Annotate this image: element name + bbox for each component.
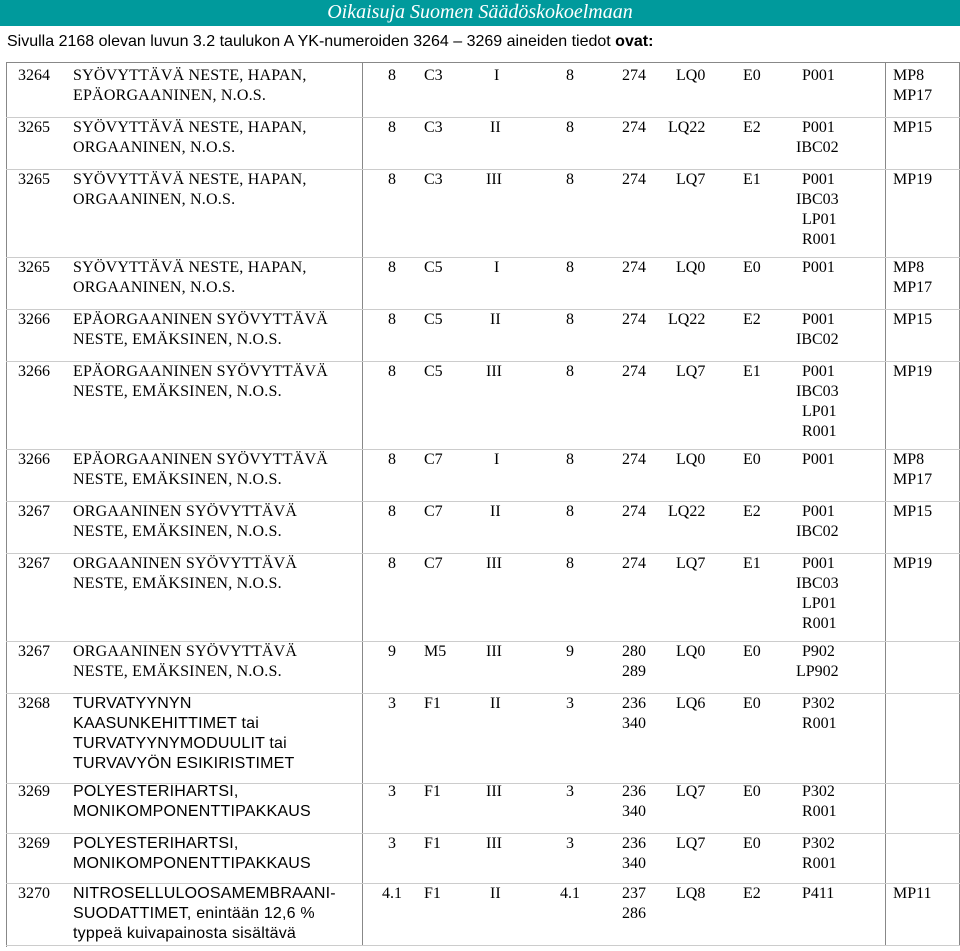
packing-instruction: IBC02 (796, 523, 839, 540)
substance-name-line: ORGAANINEN, N.O.S. (73, 191, 236, 208)
packing-group: III (486, 783, 502, 800)
un-number: 3270 (18, 885, 50, 902)
mixed-packing-provision: MP8 (893, 259, 925, 276)
packing-instruction: P001 (802, 363, 835, 380)
substance-name-line: NITROSELLULOOSAMEMBRAANI- (73, 885, 336, 902)
packing-instruction: IBC03 (796, 191, 839, 208)
table-row (6, 502, 960, 554)
un-number: 3266 (18, 311, 50, 328)
label-cell: 8 (566, 555, 574, 572)
table-row (6, 258, 960, 310)
substance-name-line: SYÖVYTTÄVÄ NESTE, HAPAN, (73, 259, 307, 276)
mixed-packing-provision: MP15 (893, 119, 933, 136)
substance-name-line: ORGAANINEN, N.O.S. (73, 279, 236, 296)
packing-group: III (486, 835, 502, 852)
limited-quantity: LQ0 (676, 451, 706, 468)
classification-code: C3 (424, 171, 443, 188)
special-provision: 274 (622, 555, 646, 572)
label-cell: 8 (566, 67, 574, 84)
excepted-quantity: E1 (743, 171, 761, 188)
substance-name-line: ORGAANINEN SYÖVYTTÄVÄ (73, 503, 298, 520)
packing-group: III (486, 171, 502, 188)
excepted-quantity: E2 (743, 119, 761, 136)
substance-name-line: TURVAVYÖN ESIKIRISTIMET (73, 755, 295, 772)
packing-instruction: P001 (802, 311, 835, 328)
limited-quantity: LQ22 (668, 119, 706, 136)
table-row (6, 834, 960, 884)
un-number: 3269 (18, 783, 50, 800)
special-provision: 236 (622, 835, 646, 852)
packing-instruction: R001 (802, 423, 837, 440)
substance-name-line: POLYESTERIHARTSI, (73, 835, 239, 852)
classification-code: F1 (424, 835, 441, 852)
class-cell: 8 (388, 67, 396, 84)
limited-quantity: LQ7 (676, 555, 706, 572)
limited-quantity: LQ8 (676, 885, 706, 902)
un-number: 3268 (18, 695, 50, 712)
excepted-quantity: E0 (743, 259, 761, 276)
limited-quantity: LQ7 (676, 363, 706, 380)
banner-title: Oikaisuja Suomen Säädöskokoelmaan (327, 1, 633, 23)
substance-name-line: NESTE, EMÄKSINEN, N.O.S. (73, 383, 282, 400)
packing-instruction: P411 (802, 885, 835, 902)
substance-name-line: POLYESTERIHARTSI, (73, 783, 239, 800)
excepted-quantity: E0 (743, 695, 761, 712)
mixed-packing-provision: MP19 (893, 555, 933, 572)
packing-group: I (494, 259, 500, 276)
limited-quantity: LQ7 (676, 171, 706, 188)
substance-name-line: SYÖVYTTÄVÄ NESTE, HAPAN, (73, 171, 307, 188)
classification-code: C5 (424, 311, 443, 328)
special-provision: 274 (622, 363, 646, 380)
excepted-quantity: E2 (743, 503, 761, 520)
substance-name-line: ORGAANINEN, N.O.S. (73, 139, 236, 156)
special-provision: 237 (622, 885, 646, 902)
un-number: 3269 (18, 835, 50, 852)
classification-code: F1 (424, 695, 441, 712)
table-row (6, 642, 960, 694)
classification-code: F1 (424, 783, 441, 800)
label-cell: 3 (566, 783, 574, 800)
packing-group: III (486, 643, 502, 660)
label-cell: 9 (566, 643, 574, 660)
excepted-quantity: E0 (743, 783, 761, 800)
table-row (6, 362, 960, 450)
packing-instruction: P902 (802, 643, 835, 660)
table-row (6, 170, 960, 258)
substance-name-line: ORGAANINEN SYÖVYTTÄVÄ (73, 643, 298, 660)
packing-instruction: R001 (802, 715, 837, 732)
table-row (6, 554, 960, 642)
packing-group: II (490, 885, 501, 902)
class-cell: 4.1 (382, 885, 402, 902)
top-banner (0, 0, 960, 26)
intro-bold: ovat: (615, 33, 654, 50)
label-cell: 8 (566, 171, 574, 188)
un-number: 3266 (18, 451, 50, 468)
packing-instruction: IBC02 (796, 139, 839, 156)
class-cell: 8 (388, 259, 396, 276)
limited-quantity: LQ0 (676, 259, 706, 276)
excepted-quantity: E0 (743, 835, 761, 852)
substance-name-line: ORGAANINEN SYÖVYTTÄVÄ (73, 555, 298, 572)
packing-instruction: P302 (802, 835, 835, 852)
substance-name-line: MONIKOMPONENTTIPAKKAUS (73, 855, 311, 872)
intro-sentence (7, 33, 653, 51)
packing-instruction: LP01 (802, 403, 837, 420)
un-number: 3265 (18, 171, 50, 188)
special-provision: 340 (622, 715, 646, 732)
substance-name-line: MONIKOMPONENTTIPAKKAUS (73, 803, 311, 820)
limited-quantity: LQ0 (676, 643, 706, 660)
packing-instruction: P001 (802, 555, 835, 572)
mixed-packing-provision: MP15 (893, 503, 933, 520)
classification-code: C7 (424, 555, 443, 572)
un-number: 3265 (18, 259, 50, 276)
packing-instruction: R001 (802, 803, 837, 820)
table-row (6, 782, 960, 834)
packing-group: I (494, 67, 500, 84)
classification-code: M5 (424, 643, 447, 660)
substance-name-line: EPÄORGAANINEN SYÖVYTTÄVÄ (73, 363, 329, 380)
table-row (6, 118, 960, 170)
class-cell: 8 (388, 555, 396, 572)
packing-group: I (494, 451, 500, 468)
substance-name-line: NESTE, EMÄKSINEN, N.O.S. (73, 523, 282, 540)
un-number: 3266 (18, 363, 50, 380)
class-cell: 8 (388, 503, 396, 520)
mixed-packing-provision: MP11 (893, 885, 932, 902)
classification-code: C3 (424, 67, 443, 84)
class-cell: 8 (388, 171, 396, 188)
label-cell: 3 (566, 695, 574, 712)
limited-quantity: LQ6 (676, 695, 706, 712)
packing-instruction: P001 (802, 259, 835, 276)
un-number: 3265 (18, 119, 50, 136)
special-provision: 274 (622, 259, 646, 276)
packing-instruction: IBC02 (796, 331, 839, 348)
mixed-packing-provision: MP8 (893, 67, 925, 84)
special-provision: 340 (622, 803, 646, 820)
excepted-quantity: E1 (743, 363, 761, 380)
limited-quantity: LQ0 (676, 67, 706, 84)
class-cell: 3 (388, 783, 396, 800)
label-cell: 8 (566, 363, 574, 380)
substance-name-line: EPÄORGAANINEN, N.O.S. (73, 87, 267, 104)
special-provision: 274 (622, 67, 646, 84)
excepted-quantity: E0 (743, 451, 761, 468)
packing-group: III (486, 363, 502, 380)
un-number: 3267 (18, 555, 50, 572)
classification-code: C5 (424, 259, 443, 276)
excepted-quantity: E0 (743, 67, 761, 84)
label-cell: 8 (566, 311, 574, 328)
packing-instruction: P001 (802, 451, 835, 468)
packing-instruction: R001 (802, 855, 837, 872)
un-number: 3264 (18, 67, 50, 84)
special-provision: 274 (622, 311, 646, 328)
label-cell: 8 (566, 119, 574, 136)
packing-instruction: R001 (802, 615, 837, 632)
table-row (6, 66, 960, 118)
special-provision: 274 (622, 503, 646, 520)
substance-name-line: SYÖVYTTÄVÄ NESTE, HAPAN, (73, 67, 307, 84)
class-cell: 8 (388, 311, 396, 328)
un-number: 3267 (18, 643, 50, 660)
class-cell: 8 (388, 451, 396, 468)
substance-name-line: SYÖVYTTÄVÄ NESTE, HAPAN, (73, 119, 307, 136)
mixed-packing-provision: MP19 (893, 363, 933, 380)
special-provision: 289 (622, 663, 646, 680)
mixed-packing-provision: MP15 (893, 311, 933, 328)
substance-name-line: NESTE, EMÄKSINEN, N.O.S. (73, 471, 282, 488)
class-cell: 3 (388, 695, 396, 712)
special-provision: 280 (622, 643, 646, 660)
classification-code: C3 (424, 119, 443, 136)
packing-instruction: P302 (802, 695, 835, 712)
packing-instruction: P001 (802, 503, 835, 520)
mixed-packing-provision: MP17 (893, 471, 933, 488)
substance-name-line: NESTE, EMÄKSINEN, N.O.S. (73, 575, 282, 592)
special-provision: 274 (622, 119, 646, 136)
packing-instruction: P302 (802, 783, 835, 800)
substance-name-line: NESTE, EMÄKSINEN, N.O.S. (73, 663, 282, 680)
class-cell: 8 (388, 119, 396, 136)
classification-code: C7 (424, 503, 443, 520)
packing-instruction: P001 (802, 67, 835, 84)
packing-group: II (490, 119, 501, 136)
class-cell: 9 (388, 643, 396, 660)
packing-instruction: P001 (802, 171, 835, 188)
intro-text: Sivulla 2168 olevan luvun 3.2 taulukon A YK-numeroiden 3264 – 3269 aineiden tiedot (7, 33, 616, 50)
label-cell: 3 (566, 835, 574, 852)
substance-name-line: SUODATTIMET, enintään 12,6 % (73, 905, 315, 922)
class-cell: 3 (388, 835, 396, 852)
special-provision: 286 (622, 905, 646, 922)
substance-name-line: EPÄORGAANINEN SYÖVYTTÄVÄ (73, 311, 329, 328)
mixed-packing-provision: MP19 (893, 171, 933, 188)
substance-name-line: TURVATYYNYMODUULIT tai (73, 735, 287, 752)
packing-instruction: P001 (802, 119, 835, 136)
excepted-quantity: E2 (743, 311, 761, 328)
special-provision: 340 (622, 855, 646, 872)
classification-code: C5 (424, 363, 443, 380)
packing-group: II (490, 503, 501, 520)
packing-instruction: IBC03 (796, 383, 839, 400)
packing-instruction: IBC03 (796, 575, 839, 592)
label-cell: 4.1 (560, 885, 580, 902)
packing-instruction: LP01 (802, 595, 837, 612)
mixed-packing-provision: MP17 (893, 87, 933, 104)
mixed-packing-provision: MP17 (893, 279, 933, 296)
special-provision: 236 (622, 783, 646, 800)
row-separator (6, 945, 960, 946)
excepted-quantity: E1 (743, 555, 761, 572)
substance-name-line: NESTE, EMÄKSINEN, N.O.S. (73, 331, 282, 348)
table-row (6, 694, 960, 784)
label-cell: 8 (566, 503, 574, 520)
limited-quantity: LQ22 (668, 311, 706, 328)
special-provision: 236 (622, 695, 646, 712)
limited-quantity: LQ7 (676, 783, 706, 800)
substance-name-line: KAASUNKEHITTIMET tai (73, 715, 259, 732)
special-provision: 274 (622, 171, 646, 188)
excepted-quantity: E2 (743, 885, 761, 902)
un-number: 3267 (18, 503, 50, 520)
label-cell: 8 (566, 451, 574, 468)
substance-name-line: EPÄORGAANINEN SYÖVYTTÄVÄ (73, 451, 329, 468)
label-cell: 8 (566, 259, 574, 276)
table-row (6, 884, 960, 946)
special-provision: 274 (622, 451, 646, 468)
packing-group: III (486, 555, 502, 572)
table-row (6, 450, 960, 502)
substance-name-line: typpeä kuivapainosta sisältävä (73, 925, 297, 942)
substance-name-line: TURVATYYNYN (73, 695, 192, 712)
excepted-quantity: E0 (743, 643, 761, 660)
mixed-packing-provision: MP8 (893, 451, 925, 468)
packing-instruction: LP01 (802, 211, 837, 228)
table-row (6, 310, 960, 362)
packing-group: II (490, 311, 501, 328)
limited-quantity: LQ22 (668, 503, 706, 520)
packing-instruction: LP902 (796, 663, 839, 680)
classification-code: C7 (424, 451, 443, 468)
packing-instruction: R001 (802, 231, 837, 248)
classification-code: F1 (424, 885, 441, 902)
class-cell: 8 (388, 363, 396, 380)
limited-quantity: LQ7 (676, 835, 706, 852)
packing-group: II (490, 695, 501, 712)
